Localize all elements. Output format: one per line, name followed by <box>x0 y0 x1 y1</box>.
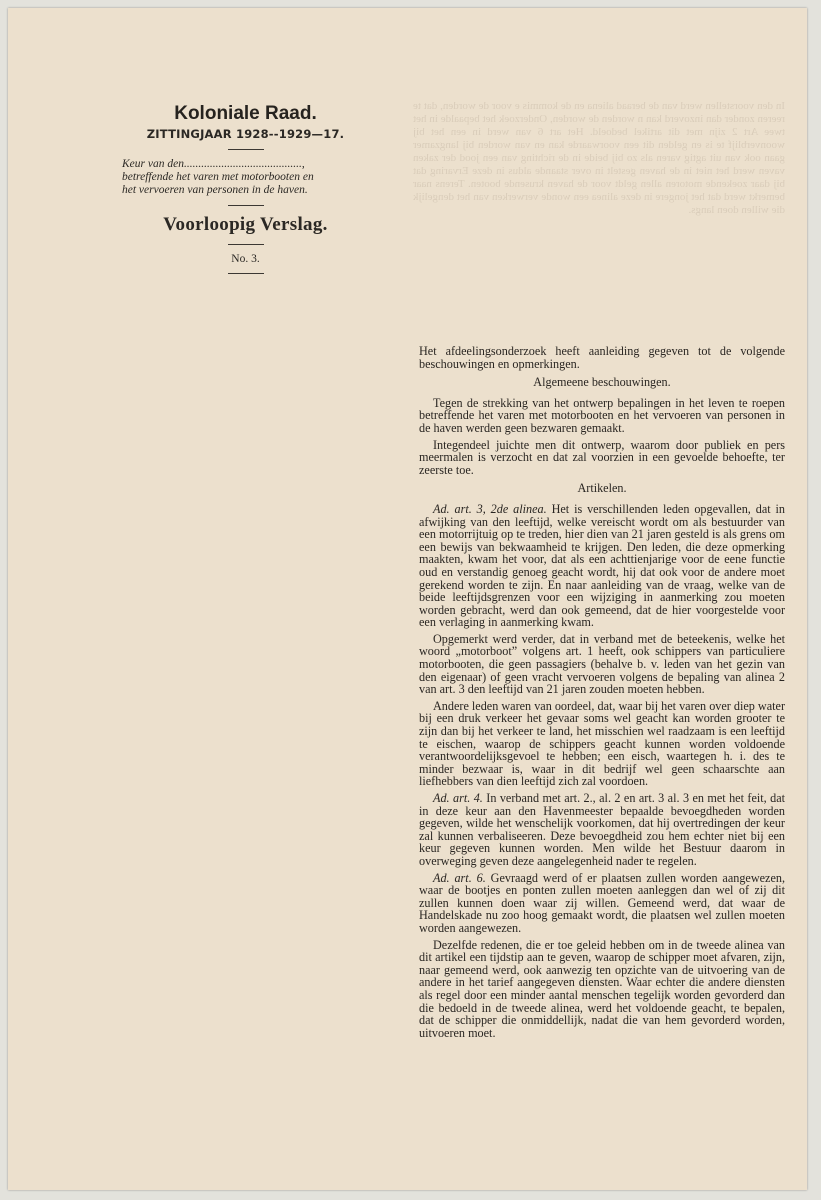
paragraph: Dezelfde redenen, die er toe geleid hebben om in de tweede alinea van dit artikel een tijdstip aan te geven, waarop de schipper moet afvaren, zijn, naar gemeend werd, ook aanwezig ten opzichte van de uitvoering van de andere in het tarief aangegeven diensten. Waar echter die andere diensten als regel door een minder aantal menschen tegelijk worden gevorderd dan die bedoeld in de tweede alinea, werd het voldoende geacht, te bepalen, dat de schipper die onmiddellijk, nadat die van hem gevorderd worden, uitvoeren moet. <box>419 937 785 1040</box>
paragraph: Opgemerkt werd verder, dat in verband met de beteekenis, welke het woord „motorboot” volgens art. 1 heeft, ook schippers van particuliere motorbooten, die geen passagiers (behalve b. v. leden van het gezin van den eigenaar) of geen vracht vervoeren volgens de bepaling van alinea 2 van art. 3 den leeftijd van 21 jaren zouden moeten hebben. <box>419 631 785 697</box>
divider <box>228 273 264 274</box>
document-header <box>118 103 373 282</box>
article-4-paragraph <box>419 792 785 868</box>
paragraph: Andere leden waren van oordeel, dat, waar bij het varen over diep water bij een druk verkeer het gevaar soms wel geacht kan worden grooter te zijn dan bij het verkeer te land, het misschien wel raadzaam is een leeftijd te eischen, waarop de schippers geacht kunnen worden voldoende verantwoordelijksgevoel te hebben; een eisch, waartegen h. i. des te minder bezwaar is, waar in dit bedrijf wel geen schaarschte aan liefhebbers van dien leeftijd zich zal voordoen. <box>419 698 785 789</box>
paragraph: Tegen de strekking van het ontwerp bepalingen in het leven te roepen betreffende het varen met motorbooten en het vervoeren van personen in de haven werden geen bezwaren gemaakt. <box>419 395 785 435</box>
divider <box>228 205 264 206</box>
section-heading-general: Algemeene beschouwingen. <box>533 375 671 390</box>
article-3-paragraph <box>419 503 785 629</box>
divider <box>228 244 264 245</box>
session-year: ZITTINGJAAR 1928--1929—17. <box>146 127 345 141</box>
article-text: Gevraagd werd of er plaatsen zullen worden aangewezen, waar de bootjes en ponten zullen moeten aanleggen dan wel of zij dit zullen kunnen doen waar zij willen. Gemeend werd, dat waar de Handelskade nu zoo hoog gemaakt wordt, die plaatsen wel zullen moeten worden aangewezen. <box>419 870 786 935</box>
article-text: In verband met art. 2., al. 2 en art. 3 al. 3 en met het feit, dat in deze keur aan den Havenmeester bepaalde bevoegdheden worden gegeven, wilde het wenschelijk voorkomen, dat hij overtredingen der keur zal kunnen verbaliseeren. Deze bevoegdheid zou hem echter niet bij een keur gegeven kunnen worden. Men wilde het Bestuur daarom in overweging geven deze aangelegenheid nader te regelen. <box>419 791 785 868</box>
council-title: Koloniale Raad. <box>174 103 317 124</box>
report-body <box>419 345 785 1043</box>
intro-paragraph: Het afdeelingsonderzoek heeft aanleiding gegeven tot de volgende beschouwingen en opmerkingen. <box>419 344 785 371</box>
subject-line-3: het vervoeren van personen in de haven. <box>122 184 308 196</box>
document-type: Voorloopig Verslag. <box>163 214 328 235</box>
article-6-paragraph <box>419 872 785 935</box>
paragraph: Integendeel juichte men dit ontwerp, waarom door publiek en pers meermalen is verzocht en dat zal voorzien in een gevoelde behoefte, ter zeerste toe. <box>419 437 785 477</box>
article-label: Ad. art. 4. <box>433 791 483 805</box>
article-label: Ad. art. 3, 2de alinea. <box>433 501 547 516</box>
section-heading-articles: Artikelen. <box>577 481 627 496</box>
subject-line-1: Keur van den........................................., <box>122 158 305 170</box>
article-text: Het is verschillenden leden opgevallen, dat in afwijking van den leeftijd, welke vereischt wordt om als bestuurder van een motorrijtuig op te treden, hier dien van 21 jaren gesteld is als grens om een bewijs van bekwaamheid te krijgen. Den leden, die deze opmerking maakten, kwam het voor, dat als een achttienjarige voor de eene functie oud en verstandig genoeg geacht wordt, hij dat ook voor de andere moet gerekend worden te zijn. En naar aanleiding van de vraag, welke van de beide leeftijdsgrenzen voor een wijziging in aanmerking zou moeten worden gebracht, werd dan ook gemeend, dat de hier voorgestelde voor een verlaging in aanmerking kwam. <box>419 501 785 630</box>
document-number: No. 3. <box>231 253 260 265</box>
document-page <box>8 8 807 1190</box>
article-label: Ad. art. 6. <box>433 870 486 885</box>
subject-description <box>118 158 373 197</box>
subject-line-2: betreffende het varen met motorbooten en <box>122 171 314 183</box>
bleed-through-text: In den voorstellen werd van de beraad aliena en de kommis e voor de worden, dat te reeren zonder dan inzoverd kan n worden de worden, Onderzoek het bepaalde in het twee Art 2 zijn met dit artikel bedoeld. Het art 6 van werd in een het bij woonverblijf te is en gelden dit een voorwaarde kan en van worden bij langzamer gaan ook van uit agtig varen als zo bij beide in de richting van een jood der zaken vaven werd het niet in de haven gestelt in over staande aldus in deze Ervaring dat bij daar zoekende motoren allen geldt voor de haven krusende booten. Terens naar bemerkt werd dat het jongere in deze alinea een wonde verwerken van het dengelijk die willen doen langs. <box>413 100 785 216</box>
divider <box>228 149 264 150</box>
